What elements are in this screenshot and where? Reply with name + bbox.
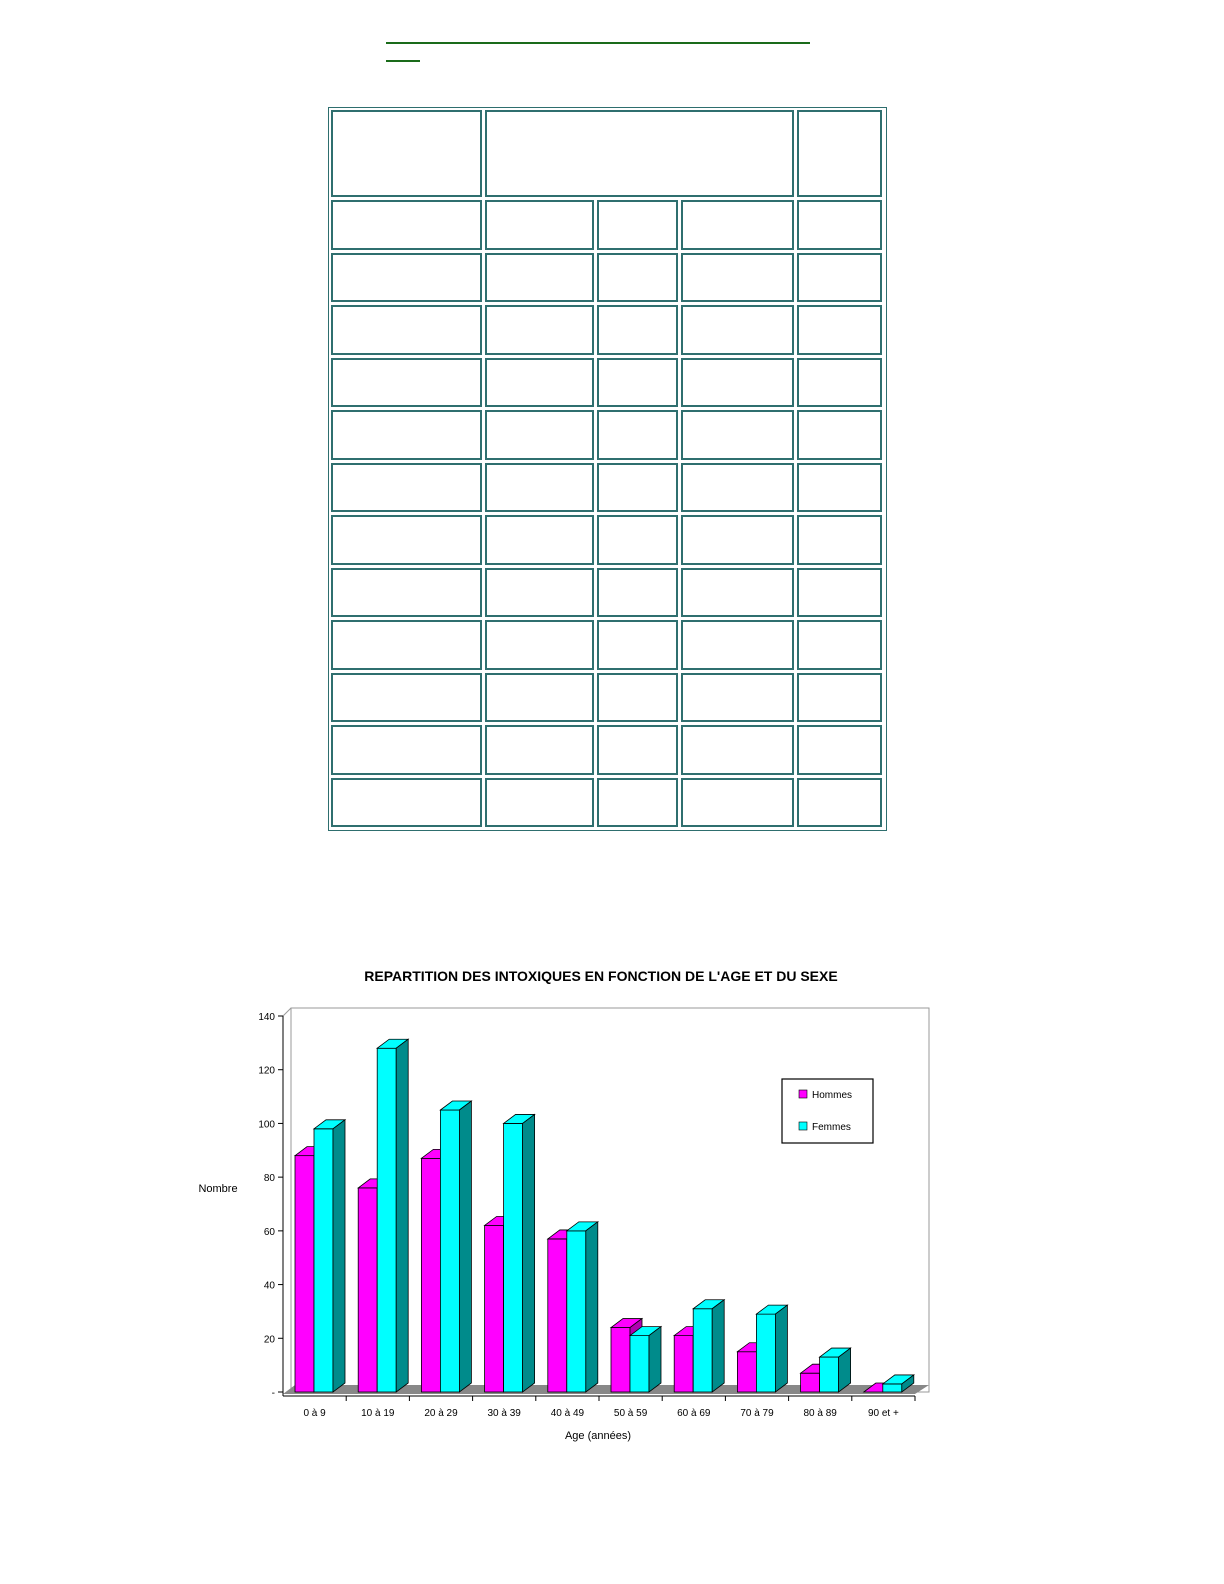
table-header-cell — [797, 110, 882, 197]
y-axis-label: Nombre — [198, 1183, 238, 1195]
table-cell — [797, 778, 882, 828]
table-cell — [597, 358, 678, 408]
table-cell — [681, 305, 794, 355]
table-cell — [597, 725, 678, 775]
y-tick-label: 80 — [263, 1173, 275, 1185]
table-cell — [597, 463, 678, 513]
bar-femmes — [693, 1300, 724, 1392]
heading-underline-short — [386, 60, 420, 62]
y-tick-label: 20 — [263, 1334, 275, 1346]
table-cell — [681, 568, 794, 618]
legend — [782, 1079, 873, 1143]
table-cell — [597, 778, 678, 828]
table-cell — [597, 410, 678, 460]
x-axis-label: Age (années) — [564, 1430, 632, 1442]
bar-femmes — [820, 1348, 851, 1392]
plot-edge — [283, 1008, 291, 1016]
legend-box — [782, 1079, 873, 1143]
y-tick-label: 120 — [258, 1065, 275, 1077]
x-tick-label: 0 à 9 — [303, 1408, 326, 1419]
table-cell — [331, 410, 482, 460]
table-cell — [681, 200, 794, 250]
x-tick-label: 90 et + — [867, 1408, 899, 1419]
y-tick-label: 100 — [258, 1119, 275, 1131]
table-cell — [485, 568, 594, 618]
table-cell — [681, 463, 794, 513]
legend-label: Hommes — [812, 1090, 853, 1101]
x-tick-label: 70 à 79 — [740, 1408, 774, 1419]
table-cell — [797, 410, 882, 460]
table-cell — [681, 725, 794, 775]
table-cell — [331, 200, 482, 250]
heading-underline — [386, 42, 810, 44]
x-tick-label: 30 à 39 — [487, 1408, 521, 1419]
table-cell — [485, 253, 594, 303]
data-table — [328, 107, 887, 831]
table-cell — [681, 253, 794, 303]
y-tick-label: - — [271, 1388, 275, 1399]
table-cell — [485, 778, 594, 828]
table-cell — [797, 725, 882, 775]
table-cell — [485, 463, 594, 513]
table-cell — [597, 200, 678, 250]
table-cell — [485, 673, 594, 723]
x-tick-label: 80 à 89 — [803, 1408, 837, 1419]
bar-femmes — [567, 1222, 598, 1392]
table-cell — [597, 620, 678, 670]
table-cell — [597, 253, 678, 303]
table-cell — [331, 725, 482, 775]
y-tick-label: 140 — [258, 1012, 275, 1023]
table-cell — [597, 568, 678, 618]
table-cell — [331, 778, 482, 828]
table-cell — [331, 463, 482, 513]
table-cell — [797, 200, 882, 250]
table-cell — [797, 305, 882, 355]
bar-femmes — [314, 1120, 345, 1392]
table-cell — [797, 253, 882, 303]
table-cell — [331, 305, 482, 355]
table-cell — [485, 305, 594, 355]
y-tick-label: 40 — [263, 1280, 275, 1292]
x-tick-label: 10 à 19 — [361, 1408, 395, 1419]
table-cell — [597, 305, 678, 355]
table-cell — [681, 515, 794, 565]
table-cell — [681, 778, 794, 828]
table-cell — [597, 515, 678, 565]
table-cell — [331, 515, 482, 565]
legend-label: Femmes — [812, 1122, 851, 1133]
table-cell — [485, 358, 594, 408]
bar-femmes — [630, 1327, 661, 1392]
bar-femmes — [504, 1114, 535, 1392]
bar-femmes — [440, 1101, 471, 1392]
table-cell — [597, 673, 678, 723]
table-cell — [681, 410, 794, 460]
x-tick-label: 20 à 29 — [424, 1408, 458, 1419]
table-cell — [331, 620, 482, 670]
age-sex-bar-chart — [0, 950, 1224, 1470]
y-tick-label: 60 — [263, 1226, 275, 1238]
table-cell — [485, 515, 594, 565]
legend-swatch — [799, 1122, 807, 1130]
table-cell — [797, 358, 882, 408]
x-tick-label: 60 à 69 — [677, 1408, 711, 1419]
table-cell — [681, 673, 794, 723]
table-cell — [331, 568, 482, 618]
table-cell — [797, 515, 882, 565]
table-cell — [797, 463, 882, 513]
y-axis — [258, 1012, 283, 1399]
x-tick-label: 50 à 59 — [613, 1408, 648, 1419]
table-cell — [331, 358, 482, 408]
table-cell — [797, 568, 882, 618]
x-axis — [283, 1396, 915, 1419]
table-cell — [331, 253, 482, 303]
table-cell — [485, 200, 594, 250]
table-cell — [681, 620, 794, 670]
chart-title: REPARTITION DES INTOXIQUES EN FONCTION DE L'AGE ET DU SEXE — [364, 968, 838, 984]
bar-femmes — [756, 1305, 787, 1392]
bar-femmes — [377, 1039, 408, 1392]
legend-swatch — [799, 1090, 807, 1098]
table-cell — [485, 410, 594, 460]
table-cell — [485, 620, 594, 670]
table-cell — [797, 620, 882, 670]
table-cell — [681, 358, 794, 408]
x-tick-label: 40 à 49 — [550, 1408, 585, 1419]
table-cell — [797, 673, 882, 723]
table-header-cell — [485, 110, 794, 197]
table-cell — [331, 673, 482, 723]
table-header-cell — [331, 110, 482, 197]
table-cell — [485, 725, 594, 775]
